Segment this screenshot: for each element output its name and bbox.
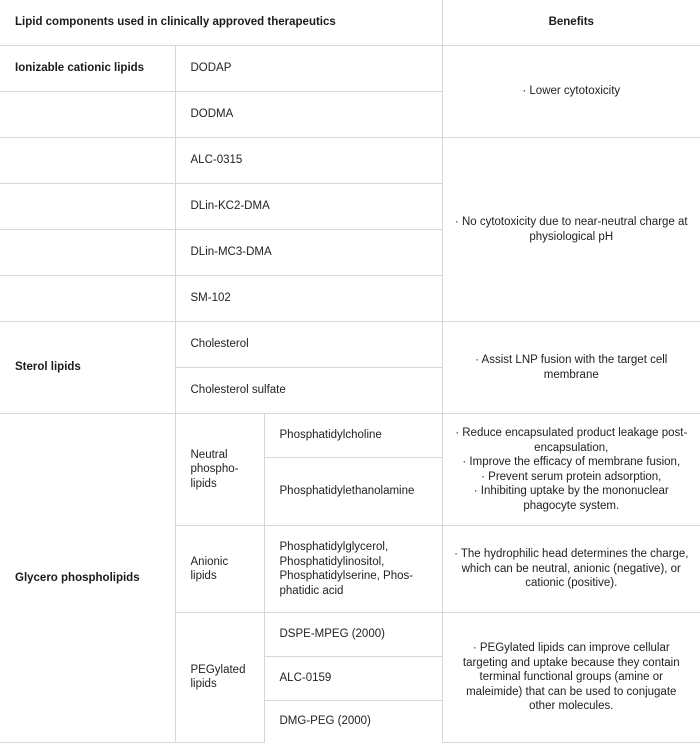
benefit-no-cytotoxicity: · No cytotoxicity due to near-neutral charge at physiological pH	[442, 138, 700, 322]
subcategory-pegylated: PEGylated lipids	[175, 613, 264, 743]
subcategory-anionic: Anionic lipids	[175, 526, 264, 613]
benefit-neutral-line: · Prevent serum protein adsorption,	[481, 470, 662, 483]
category-glycero: Glycero phospholipids	[0, 414, 175, 743]
benefit-neutral-list	[442, 414, 700, 526]
lipid-dmg-peg: DMG-PEG (2000)	[264, 701, 442, 743]
lipid-cholesterol-sulfate: Cholesterol sulfate	[175, 368, 442, 414]
benefit-lnp-fusion: · Assist LNP fusion with the target cell membrane	[442, 322, 700, 414]
benefit-neutral-line: · Reduce encapsulated product leakage post-encapsulation,	[455, 427, 688, 454]
empty-category-cell	[0, 184, 175, 230]
header-components: Lipid components used in clinically approved therapeutics	[0, 0, 442, 46]
benefit-hydrophilic-head: · The hydrophilic head determines the charge, which can be neutral, anionic (negative), or cationic (positive).	[442, 526, 700, 613]
lipid-dodma: DODMA	[175, 92, 442, 138]
lipid-alc-0315: ALC-0315	[175, 138, 442, 184]
lipid-alc-0159: ALC-0159	[264, 657, 442, 701]
lipid-sm-102: SM-102	[175, 276, 442, 322]
lipid-dlin-kc2-dma: DLin-KC2-DMA	[175, 184, 442, 230]
subcategory-neutral: Neutral phospho-lipids	[175, 414, 264, 526]
benefit-neutral-line: · Inhibiting uptake by the mononuclear phagocyte system.	[473, 485, 669, 512]
empty-category-cell	[0, 230, 175, 276]
category-sterol: Sterol lipids	[0, 322, 175, 414]
empty-category-cell	[0, 138, 175, 184]
benefit-pegylated: · PEGylated lipids can improve cellular targeting and uptake because they contain terminal functional groups (amine or maleimide) that can be used to conjugate other molecules.	[442, 613, 700, 743]
lipid-dspe-mpeg: DSPE-MPEG (2000)	[264, 613, 442, 657]
empty-category-cell	[0, 276, 175, 322]
lipid-phosphatidylethanolamine: Phosphatidylethanolamine	[264, 458, 442, 526]
lipid-phosphatidylcholine: Phosphatidylcholine	[264, 414, 442, 458]
benefit-lower-cytotoxicity: · Lower cytotoxicity	[442, 46, 700, 138]
header-benefits: Benefits	[442, 0, 700, 46]
lipid-dlin-mc3-dma: DLin-MC3-DMA	[175, 230, 442, 276]
benefit-neutral-line: · Improve the efficacy of membrane fusion,	[462, 456, 681, 468]
lipid-cholesterol: Cholesterol	[175, 322, 442, 368]
lipid-dodap: DODAP	[175, 46, 442, 92]
empty-category-cell	[0, 92, 175, 138]
lipid-anionic-group: Phosphatidylglycerol, Phosphatidylinositol, Phosphatidylserine, Phos-phatidic acid	[264, 526, 442, 613]
category-ionizable: Ionizable cationic lipids	[0, 46, 175, 92]
